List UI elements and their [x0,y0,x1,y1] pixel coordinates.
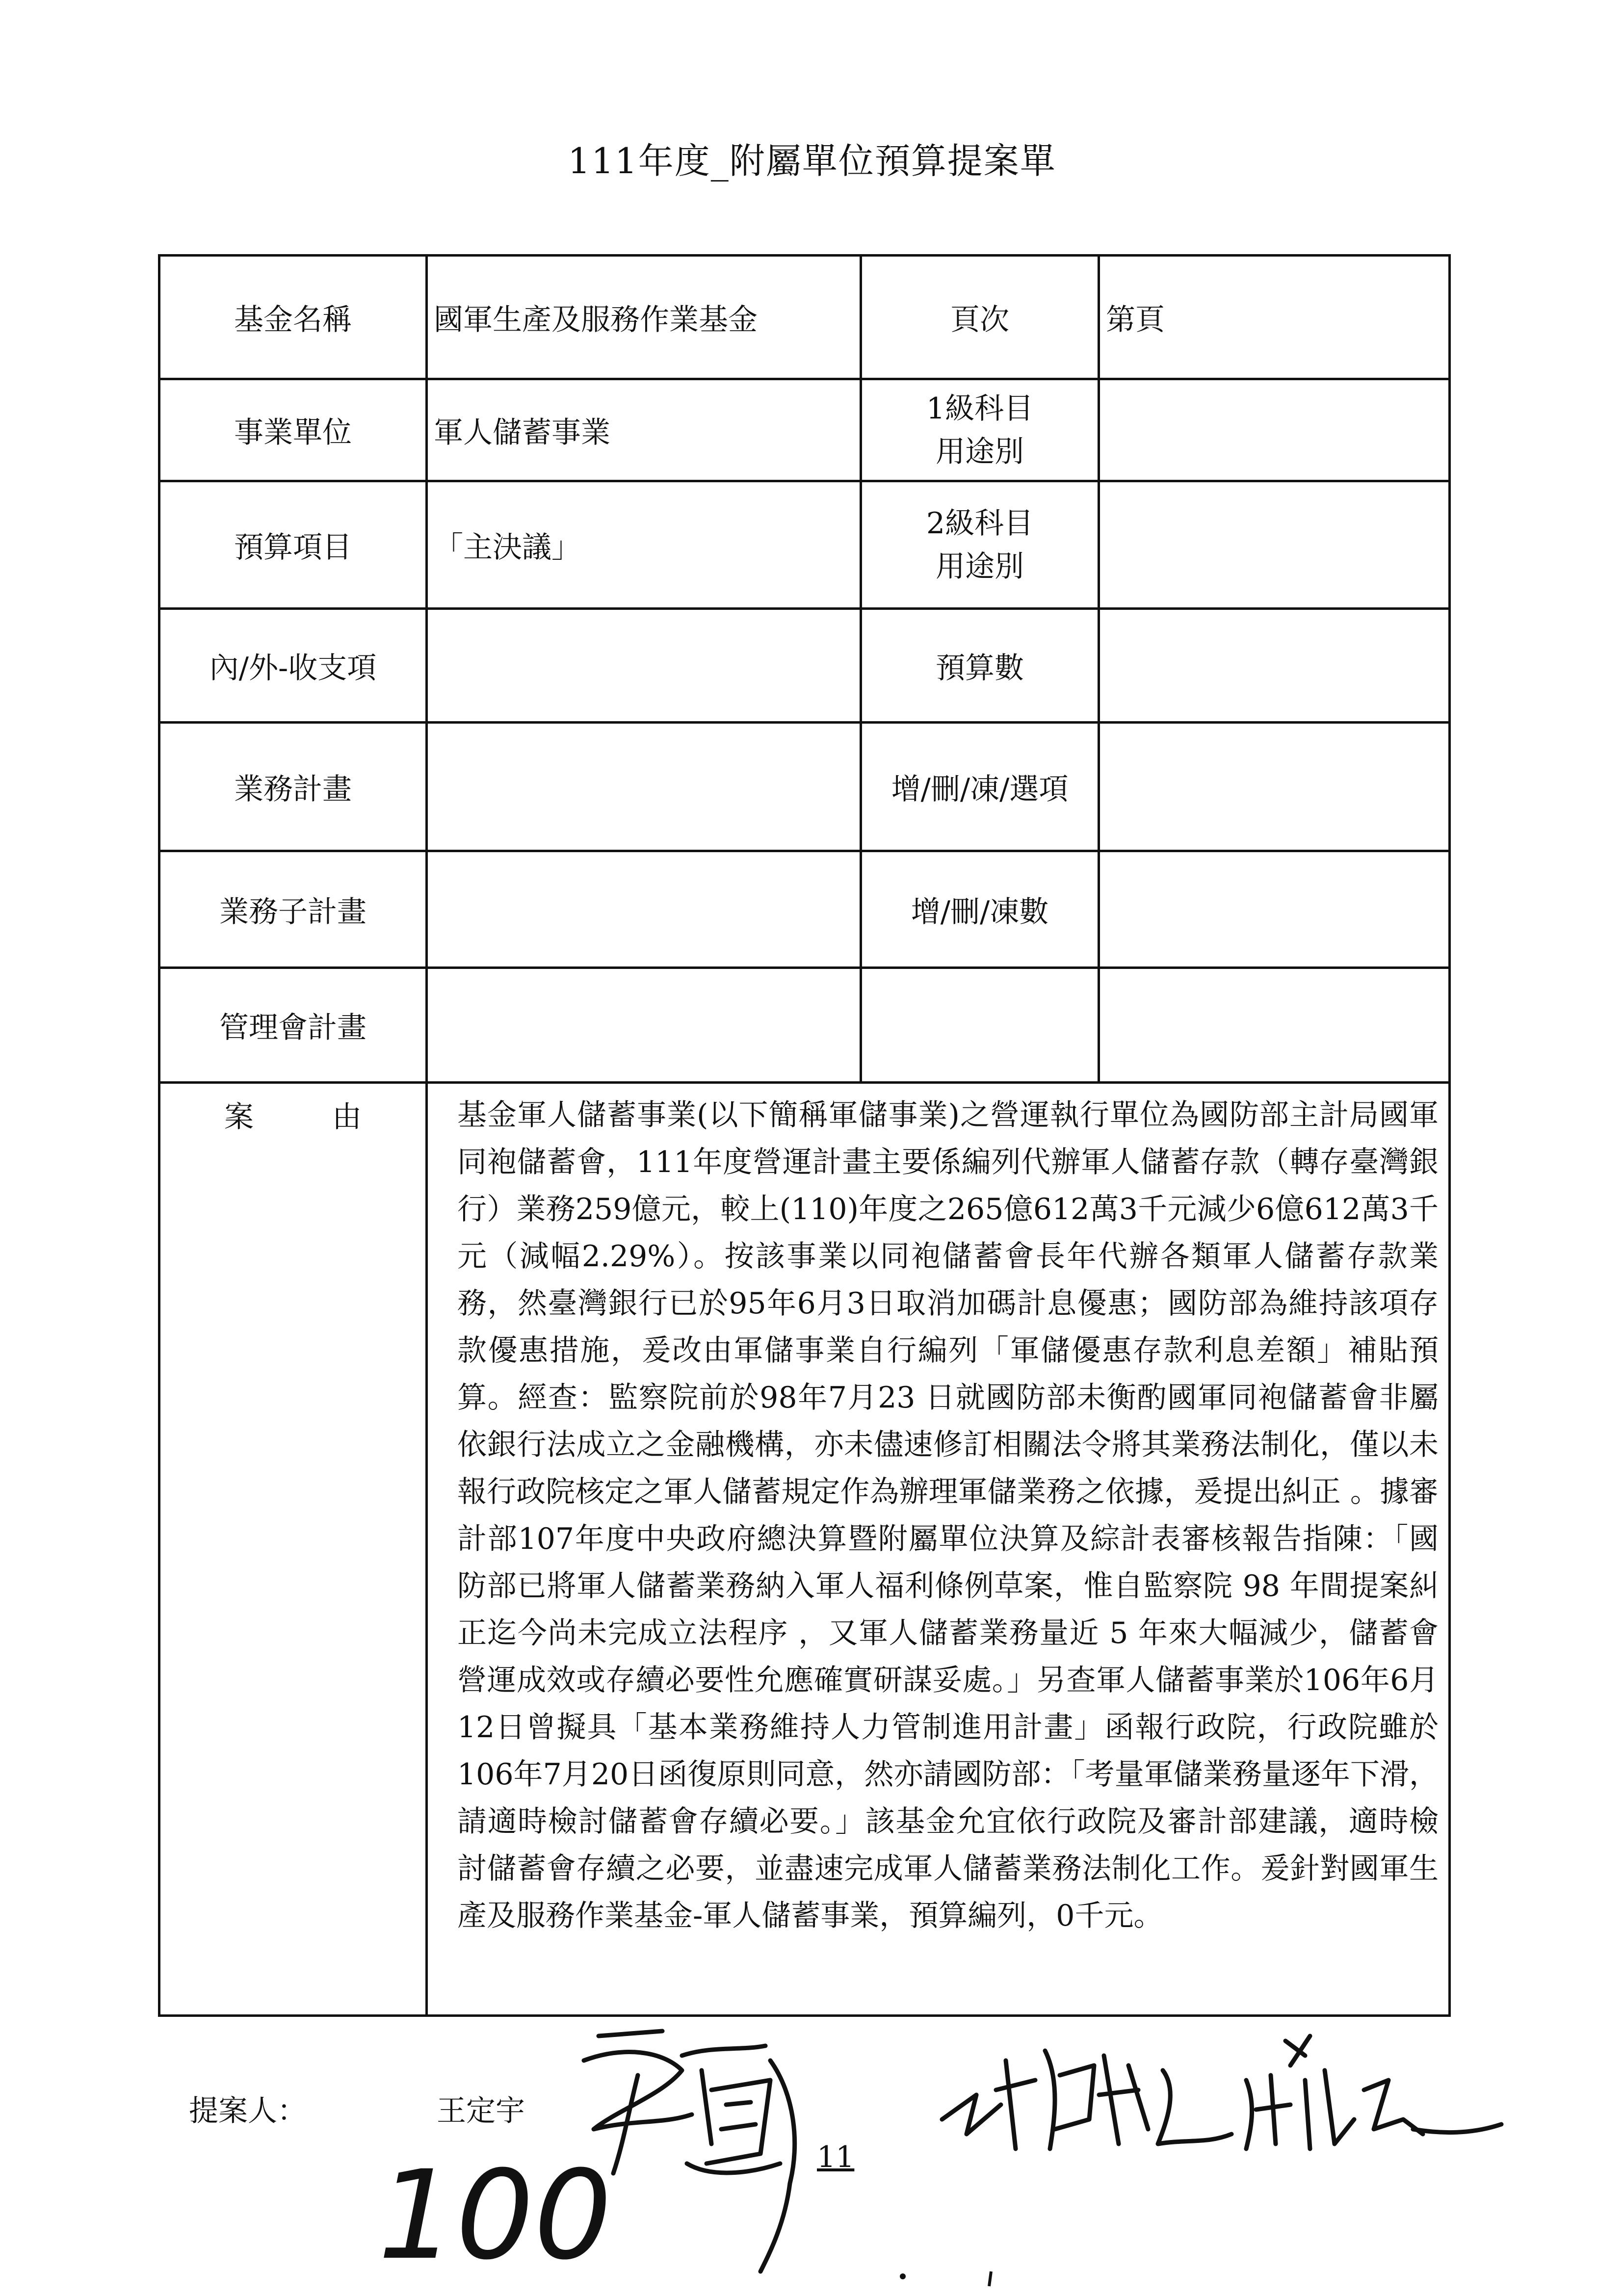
row-label-budget-item: 預算項目 [159,481,427,609]
page-value: 第頁 [1099,256,1450,379]
row-label-action-option: 增/刪/凍/選項 [861,723,1099,851]
empty-value-cell [1099,968,1450,1083]
row-label-budget-amount: 預算數 [861,609,1099,723]
stray-marks [898,2267,996,2296]
table-row [159,379,1450,481]
case-label [159,1083,427,2016]
signature-2 [932,2021,1511,2198]
income-expense-value [427,609,861,723]
row-label-fund-name: 基金名稱 [159,256,427,379]
budget-amount-value [1099,609,1450,723]
budget-item-value: 「主決議」 [427,481,861,609]
table-row [159,851,1450,968]
fund-name-value: 國軍生產及服務作業基金 [427,256,861,379]
row-label-action-amount: 增/刪/凍數 [861,851,1099,968]
row-label-business-unit: 事業單位 [159,379,427,481]
table-row [159,609,1450,723]
action-amount-value [1099,851,1450,968]
budget-proposal-table [158,254,1451,2017]
level2-subject-label: 2級科目 [926,506,1034,541]
table-row [159,723,1450,851]
case-row [159,1083,1450,2016]
row-label-income-expense: 內/外-收支項 [159,609,427,723]
row-label-management-plan: 管理會計畫 [159,968,427,1083]
handwritten-number: 100 [378,2144,612,2287]
business-plan-value [427,723,861,851]
row-label-business-subplan: 業務子計畫 [159,851,427,968]
level1-usage-label: 用途別 [936,434,1024,469]
case-label-text: 案由 [224,1100,362,1134]
business-subplan-value [427,851,861,968]
table-row [159,481,1450,609]
row-label-business-plan: 業務計畫 [159,723,427,851]
management-plan-value [427,968,861,1083]
page-number: 11 [817,2140,855,2174]
signature-1 [564,2016,839,2291]
table-row [159,256,1450,379]
case-text: 基金軍人儲蓄事業(以下簡稱軍儲事業)之營運執行單位為國防部主計局國軍同袍儲蓄會，111年度營運計畫主要係編列代辦軍人儲蓄存款（轉存臺灣銀行）業務259億元，較上(110)年度之265億612萬3千元減少6億612萬3千元（減幅2.29%）。按該事業以同袍儲蓄會長年代辦各類軍人儲蓄存款業務，然臺灣銀行已於95年6月3日取消加碼計息優惠；國防部為維持該項存款優惠措施，爰改由軍儲事業自行編列「軍儲優惠存款利息差額」補貼預算。經查：監察院前於98年7月23 日就國防部未衡酌國軍同袍儲蓄會非屬依銀行法成立之金融機構，亦未儘速修訂相關法令將其業務法制化，僅以未報行政院核定之軍人儲蓄規定作為辦理軍儲業務之依據，爰提出糾正 。據審計部107年度中央政府總決算暨附屬單位決算及綜計表審核報告指陳：「國防部已將軍人儲蓄業務納入軍人福利條例草案，惟自監察院 98 年間提案糾正迄今尚未完成立法程序 ，又軍人儲蓄業務量近 5 年來大幅減少，儲蓄會營運成效或存續必要性允應確實研謀妥處。」另查軍人儲蓄事業於106年6月12日曾擬具「基本業務維持人力管制進用計畫」函報行政院，行政院雖於106年7月20日函復原則同意，然亦請國防部：「考量軍儲業務量逐年下滑，請適時檢討儲蓄會存續必要。」該基金允宜依行政院及審計部建議，適時檢討儲蓄會存續之必要，並盡速完成軍人儲蓄業務法制化工作。爰針對國軍生產及服務作業基金-軍人儲蓄事業，預算編列，0千元。 [427,1083,1450,2016]
level2-subject-value [1099,481,1450,609]
action-option-value [1099,723,1450,851]
empty-label-cell [861,968,1099,1083]
row-label-level1-subject [861,379,1099,481]
proposer-label: 提案人： [189,2094,307,2128]
table-row [159,968,1450,1083]
business-unit-value: 軍人儲蓄事業 [427,379,861,481]
level2-usage-label: 用途別 [936,549,1024,584]
level1-subject-value [1099,379,1450,481]
row-label-level2-subject [861,481,1099,609]
proposer-name: 王定宇 [437,2094,525,2128]
level1-subject-label: 1級科目 [926,391,1034,426]
row-label-page: 頁次 [861,256,1099,379]
page-title: 111年度_附屬單位預算提案單 [568,140,1056,182]
